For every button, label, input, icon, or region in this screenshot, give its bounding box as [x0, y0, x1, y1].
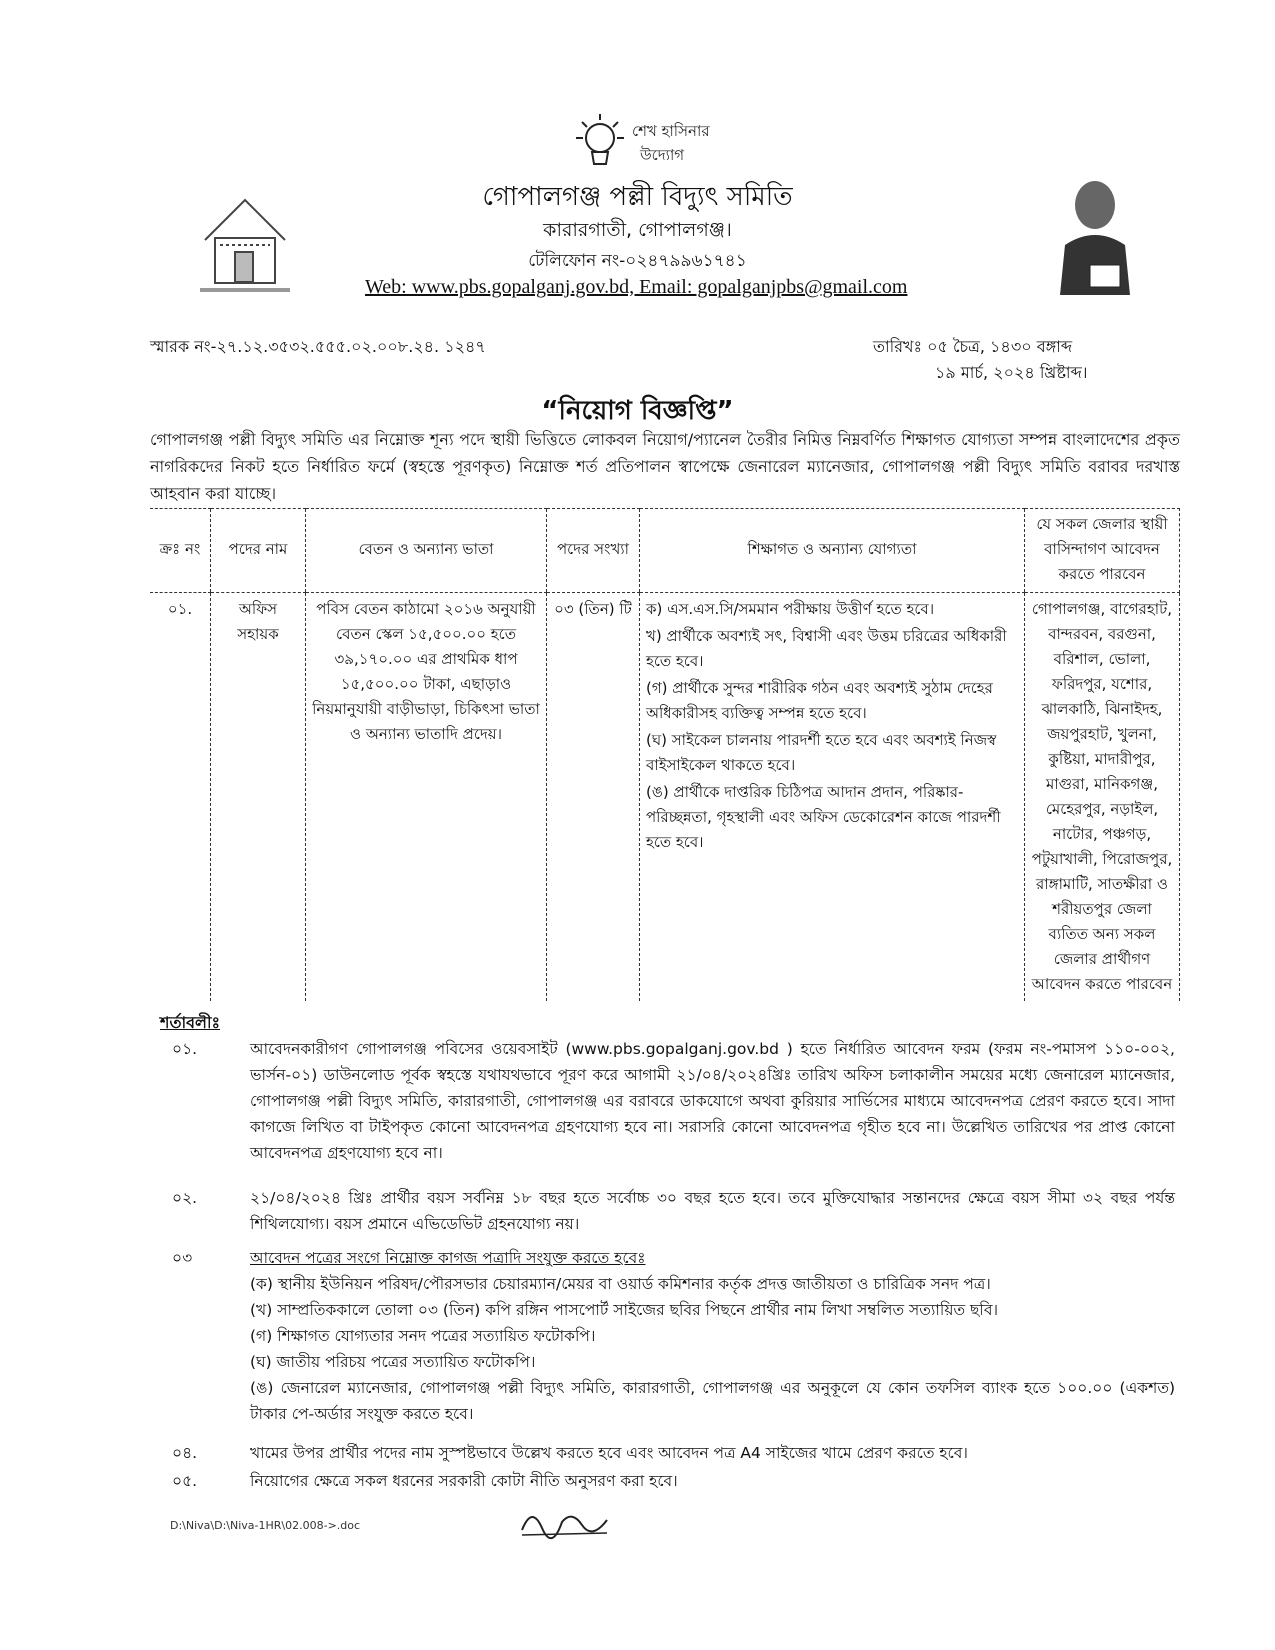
row-pay: পবিস বেতন কাঠামো ২০১৬ অনুযায়ী বেতন স্কেল ১৫,৫০০.০০ হতে ৩৯,১৭০.০০ এর প্রাথমিক ধাপ ১৫,৫০০.০০ টাকা, এছাড়াও নিয়মানুযায়ী বাড়ীভাড়া, চিকিৎসা ভাতা ও অন্যান্য ভাতাদি প্রদেয়। [306, 593, 547, 1002]
notice-title: “নিয়োগ বিজ্ঞপ্তি” [541, 396, 734, 426]
slogan-bulb-logo [570, 108, 720, 178]
term-subitem: (খ) সাম্প্রতিককালে তোলা ০৩ (তিন) কপি রঙ্গিন পাসপোর্ট সাইজের ছবির পিছনে প্রার্থীর নাম লিখা সম্বলিত সত্যায়িত ছবি। [250, 1301, 999, 1319]
row-post: অফিস সহায়ক [211, 593, 306, 1002]
header-qualification: শিক্ষাগত ও অন্যান্য যোগ্যতা [640, 509, 1025, 593]
term-item [155, 1185, 1175, 1237]
term-text [250, 1245, 1175, 1427]
footer-file-path: D:\Niva\D:\Niva-1HR\02.008->.doc [170, 1519, 361, 1532]
header-pay: বেতন ও অন্যান্য ভাতা [306, 509, 547, 593]
term-text: খামের উপর প্রার্থীর পদের নাম সুস্পষ্টভাবে উল্লেখ করতে হবে এবং আবেদন পত্র A4 সাইজের খামে প্রেরণ করতে হবে। [250, 1444, 968, 1462]
term-number: ০৩ [172, 1249, 193, 1267]
svg-text:উদ্যোগ: উদ্যোগ [640, 146, 685, 164]
org-phone: টেলিফোন নং-০২৪৭৯৯৬১৭৪১ [528, 251, 747, 271]
header-count: পদের সংখ্যা [547, 509, 640, 593]
term-number: ০২. [172, 1189, 198, 1207]
svg-text:শেখ হাসিনার: শেখ হাসিনার [632, 122, 710, 140]
term-subitem: (ক) স্থানীয় ইউনিয়ন পরিষদ/পৌরসভার চেয়ারম্যান/মেয়র বা ওয়ার্ড কমিশনার কর্তৃক প্রদত্ত জাতীয়তা ও চারিত্রিক সনদ পত্র। [250, 1275, 991, 1293]
term-subitem: (ঙ) জেনারেল ম্যানেজার, গোপালগঞ্জ পল্লী বিদ্যুৎ সমিতি, কারারগাতী, গোপালগঞ্জ এর অনুকূলে যে কোন তফসিল ব্যাংক হতে ১০০.০০ (একশত) টাকার পে-অর্ডার সংযুক্ত করতে হবে। [250, 1379, 1175, 1423]
header-districts: যে সকল জেলার স্থায়ী বাসিন্দাগণ আবেদন করতে পারবেন [1025, 509, 1180, 593]
term-lead: আবেদন পত্রের সংগে নিম্নোক্ত কাগজ পত্রাদি সংযুক্ত করতে হবেঃ [250, 1249, 646, 1267]
table-header-row [150, 509, 1180, 593]
term-item [155, 1440, 1175, 1466]
handwritten-signature [517, 1500, 617, 1540]
table-row [150, 593, 1180, 1002]
qualification-item: খ) প্রার্থীকে অবশ্যই সৎ, বিশ্বাসী এবং উত্তম চরিত্রের অধিকারী হতে হবে। [646, 627, 1007, 670]
memo-reference: স্মারক নং-২৭.১২.৩৫৩২.৫৫৫.০২.০০৮.২৪. ১২৪৭ [150, 337, 486, 356]
term-number: ০৫. [172, 1472, 198, 1490]
term-number: ০১. [172, 1040, 198, 1058]
org-name: গোপালগঞ্জ পল্লী বিদ্যুৎ সমিতি [482, 182, 793, 212]
terms-title: শর্তাবলীঃ [160, 1013, 221, 1032]
memo-date-bangla: তারিখঃ ০৫ চৈত্র, ১৪৩০ বঙ্গাব্দ [873, 337, 1073, 356]
qualification-item: (ঙ) প্রার্থীকে দাপ্তরিক চিঠিপত্র আদান প্রদান, পরিষ্কার-পরিচ্ছন্নতা, গৃহস্থালী এবং অফিস ডেকোরেশন কাজে পারদর্শী হতে হবে। [646, 783, 1001, 851]
row-qualifications [640, 593, 1025, 1002]
term-text: নিয়োগের ক্ষেত্রে সকল ধরনের সরকারী কোটা নীতি অনুসরণ করা হবে। [250, 1472, 678, 1490]
term-subitem: (ঘ) জাতীয় পরিচয় পত্রের সত্যায়িত ফটোকপি। [250, 1353, 536, 1371]
org-web-email[interactable]: Web: www.pbs.gopalganj.gov.bd, Email: gopalganjpbs@gmail.com [365, 276, 908, 298]
term-item [155, 1036, 1175, 1166]
row-districts: গোপালগঞ্জ, বাগেরহাট, বান্দরবন, বরগুনা, বরিশাল, ভোলা, ফরিদপুর, যশোর, ঝালকাঠি, ঝিনাইদহ, জয়পুরহাট, খুলনা, কুষ্টিয়া, মাদারীপুর, মাগুরা, মানিকগঞ্জ, মেহেরপুর, নড়াইল, নাটোর, পঞ্চগড়, পটুয়াখালী, পিরোজপুর, রাঙ্গামাটি, সাতক্ষীরা ও শরীয়তপুর জেলা ব্যতিত অন্য সকল জেলার প্রার্থীগণ আবেদন করতে পারবেন [1025, 593, 1180, 1002]
qualification-item: (গ) প্রার্থীকে সুন্দর শারীরিক গঠন এবং অবশ্যই সুঠাম দেহের অধিকারীসহ ব্যক্তিত্ব সম্পন্ন হতে হবে। [646, 679, 993, 722]
term-item [155, 1245, 1175, 1427]
notice-intro: গোপালগঞ্জ পল্লী বিদ্যুৎ সমিতি এর নিম্নোক্ত শূন্য পদে স্থায়ী ভিত্তিতে লোকবল নিয়োগ/প্যানেল তৈরীর নিমিত্ত নিম্নবর্ণিত শিক্ষাগত যোগ্যতা সম্পন্ন বাংলাদেশের প্রকৃত নাগরিকদের নিকট হতে নির্ধারিত ফর্মে (স্বহস্তে পূরণকৃত) নিম্নোক্ত শর্ত প্রতিপালন স্বাপেক্ষে জেনারেল ম্যানেজার, গোপালগঞ্জ পল্লী বিদ্যুৎ সমিতি বরাবর দরখাস্ত আহবান করা যাচ্ছে। [150, 430, 1180, 503]
term-item [155, 1468, 1175, 1494]
memo-date-english: ১৯ মার্চ, ২০২৪ খ্রিষ্টাব্দ। [935, 363, 1088, 382]
header-post: পদের নাম [211, 509, 306, 593]
vacancy-table [150, 508, 1180, 1001]
row-count: ০৩ (তিন) টি [547, 593, 640, 1002]
qualification-item: ক) এস.এস.সি/সমমান পরীক্ষায় উত্তীর্ণ হতে হবে। [646, 600, 935, 618]
org-address: কারারগাতী, গোপালগঞ্জ। [543, 219, 732, 241]
term-text: ২১/০৪/২০২৪ খ্রিঃ প্রার্থীর বয়স সর্বনিম্ন ১৮ বছর হতে সর্বোচ্চ ৩০ বছর হতে হবে। তবে মুক্তিযোদ্ধার সন্তানদের ক্ষেত্রে বয়স সীমা ৩২ বছর পর্যন্ত শিথিলযোগ্য। বয়স প্রমানে এভিডেভিট গ্রহনযোগ্য নয়। [250, 1189, 1175, 1233]
header-serial: ক্রঃ নং [150, 509, 211, 593]
term-text: আবেদনকারীগণ গোপালগঞ্জ পবিসের ওয়েবসাইট (www.pbs.gopalganj.gov.bd ) হতে নির্ধারিত আবেদন ফরম (ফরম নং-পমাসপ ১১০-০০২, ভার্সন-০১) ডাউনলোড পূর্বক স্বহস্তে যথাযথভাবে পূরণ করে আগামী ২১/০৪/২০২৪খ্রিঃ তারিখ অফিস চলাকালীন সময়ের মধ্যে জেনারেল ম্যানেজার, গোপালগঞ্জ পল্লী বিদ্যুৎ সমিতি, কারারগাতী, গোপালগঞ্জ এর বরাবরে ডাকযোগে অথবা কুরিয়ার সার্ভিসের মাধ্যমে আবেদনপত্র প্রেরণ করতে হবে। সাদা কাগজে লিখিত বা টাইপকৃত কোনো আবেদনপত্র গ্রহণযোগ্য হবে না। সরাসরি কোনো আবেদনপত্র গৃহীত হবে না। উল্লেখিত তারিখের পর প্রাপ্ত কোনো আবেদনপত্র গ্রহণযোগ্য হবে না। [250, 1040, 1175, 1162]
term-subitem: (গ) শিক্ষাগত যোগ্যতার সনদ পত্রের সত্যায়িত ফটোকপি। [250, 1327, 596, 1345]
term-number: ০৪. [172, 1444, 198, 1462]
row-serial: ০১. [167, 600, 193, 618]
qualification-item: (ঘ) সাইকেল চালনায় পারদর্শী হতে হবে এবং অবশ্যই নিজস্ব বাইসাইকেল থাকতে হবে। [646, 731, 997, 774]
